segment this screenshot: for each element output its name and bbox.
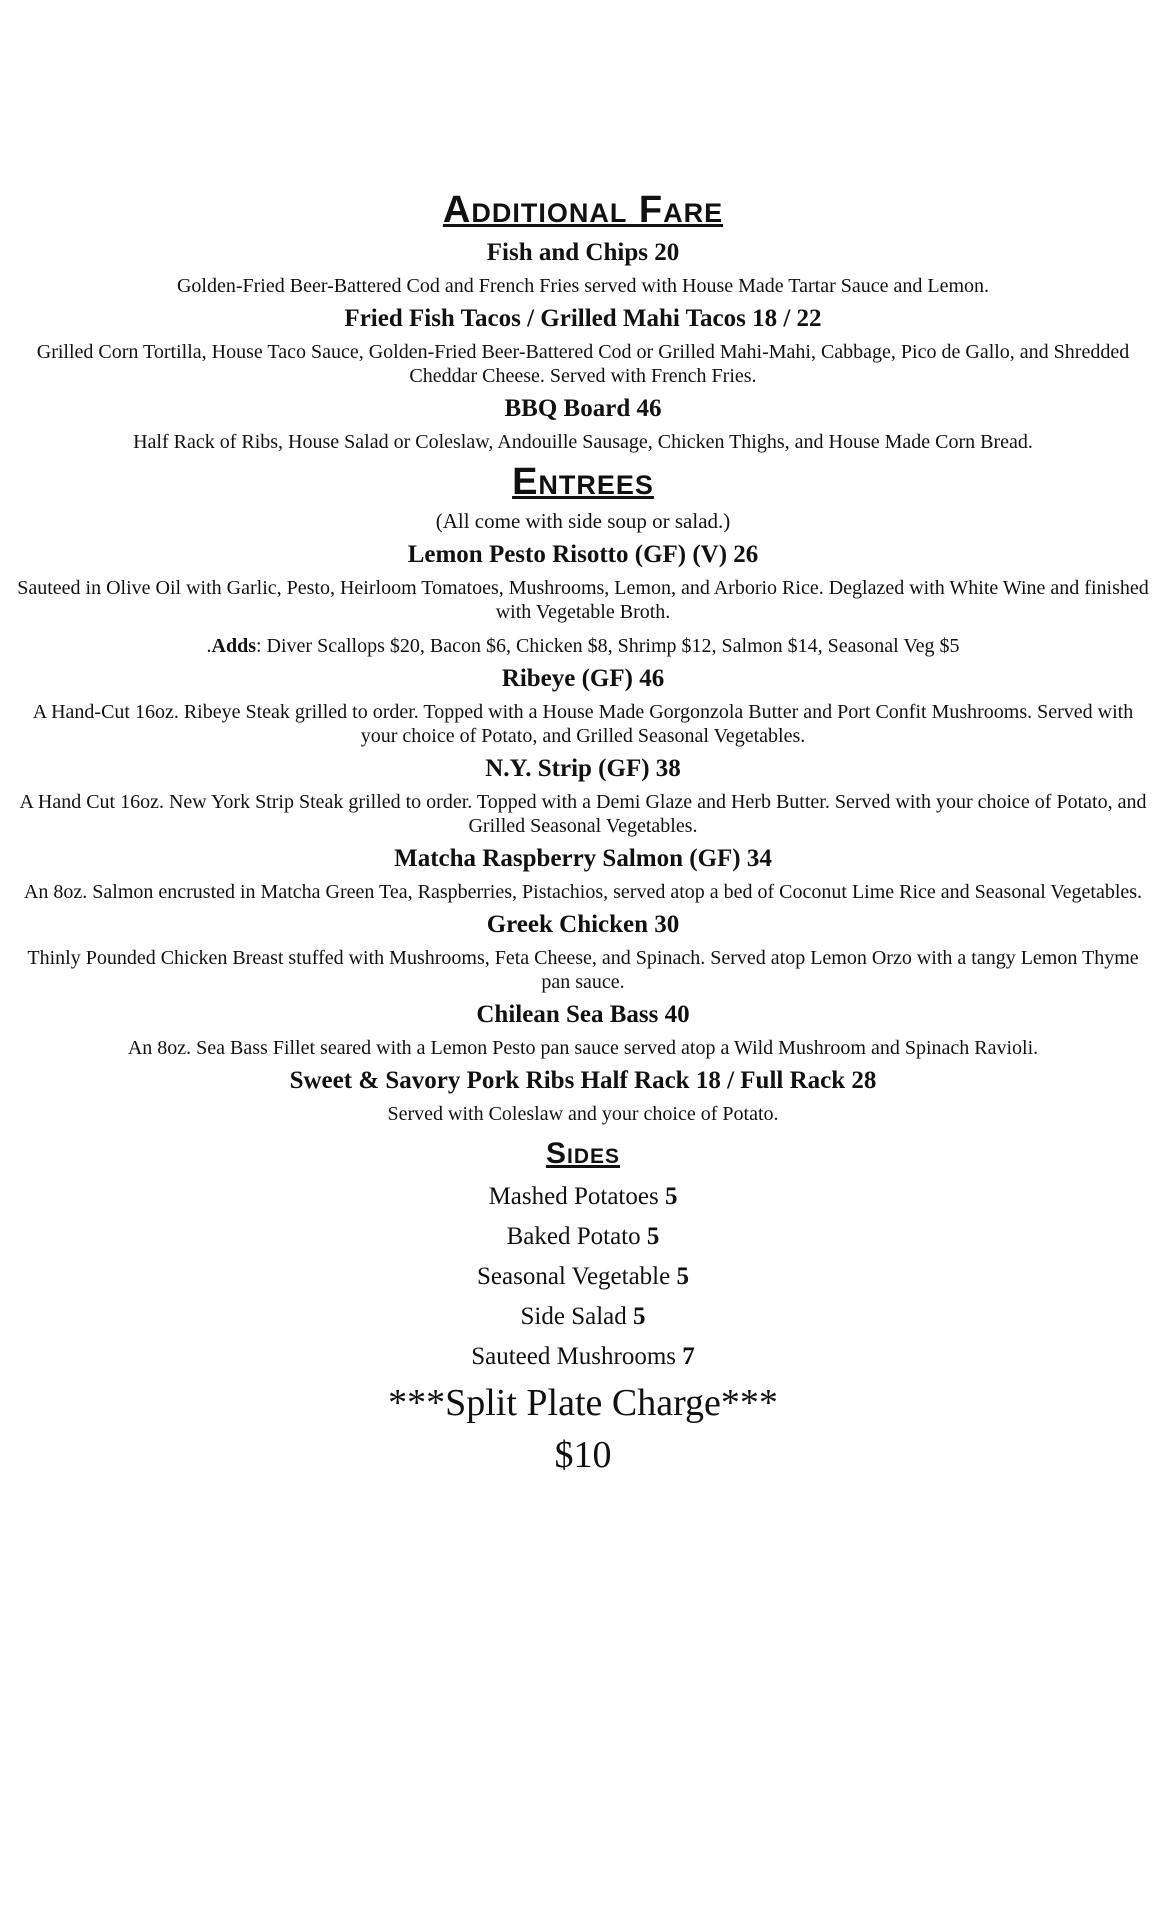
item-description: Served with Coleslaw and your choice of Potato. (387, 1103, 779, 1125)
section-title-additional-fare: Additional Fare (442, 189, 724, 231)
item-name: BBQ Board 46 (504, 395, 662, 422)
item-description: Thinly Pounded Chicken Breast stuffed with Mushrooms, Feta Cheese, and Spinach. Served atop Lemon Orzo with a tangy Lemon Thyme pan sauce. (27, 947, 1139, 993)
side-price: 5 (676, 1263, 689, 1290)
side-name: Sauteed Mushrooms (471, 1343, 683, 1370)
menu-item (0, 1000, 1166, 1060)
adds-prefix: . (206, 635, 212, 657)
item-name: Lemon Pesto Risotto (GF) (V) 26 (407, 541, 759, 568)
menu-item (0, 910, 1166, 994)
side-price: 5 (664, 1183, 678, 1210)
item-description: Half Rack of Ribs, House Salad or Coleslaw, Andouille Sausage, Chicken Thighs, and House Made Corn Bread. (133, 431, 1033, 453)
side-price: 5 (646, 1223, 660, 1250)
split-plate-price: $10 (554, 1434, 612, 1476)
menu-item (0, 394, 1166, 454)
side-name: Seasonal Vegetable (477, 1263, 677, 1290)
item-description: A Hand Cut 16oz. New York Strip Steak grilled to order. Topped with a Demi Glaze and Herb Butter. Served with your choice of Potato, and Grilled Seasonal Vegetables. (19, 791, 1147, 837)
adds-label: Adds (211, 635, 256, 657)
side-item (0, 1182, 1166, 1212)
menu-item (0, 540, 1166, 624)
menu-item (0, 238, 1166, 298)
side-name: Mashed Potatoes (488, 1183, 665, 1210)
side-item (0, 1342, 1166, 1372)
menu-item (0, 304, 1166, 388)
side-price: 5 (633, 1303, 646, 1330)
side-item (0, 1222, 1166, 1252)
menu-page (0, 188, 1166, 1478)
menu-item (0, 844, 1166, 904)
item-name: Matcha Raspberry Salmon (GF) 34 (394, 845, 772, 872)
item-name: Greek Chicken 30 (486, 911, 680, 938)
adds-line (0, 634, 1166, 658)
adds-text: : Diver Scallops $20, Bacon $6, Chicken $8, Shrimp $12, Salmon $14, Seasonal Veg $5 (256, 635, 960, 657)
item-description: Grilled Corn Tortilla, House Taco Sauce, Golden-Fried Beer-Battered Cod or Grilled Mahi-Mahi, Cabbage, Pico de Gallo, and Shredded Cheddar Cheese. Served with French Fries. (36, 341, 1130, 387)
item-description: A Hand-Cut 16oz. Ribeye Steak grilled to order. Topped with a House Made Gorgonzola Butter and Port Confit Mushrooms. Served with your choice of Potato, and Grilled Seasonal Vegetables. (32, 701, 1134, 747)
side-item (0, 1302, 1166, 1332)
item-name: Fried Fish Tacos / Grilled Mahi Tacos 18 / 22 (344, 305, 822, 332)
menu-item (0, 754, 1166, 838)
section-title-entrees: Entrees (512, 461, 654, 503)
side-item (0, 1262, 1166, 1292)
entrees-note: (All come with side soup or salad.) (435, 509, 731, 533)
split-plate-label: ***Split Plate Charge*** (388, 1382, 778, 1424)
section-title-sides: Sides (545, 1137, 621, 1170)
menu-item (0, 1066, 1166, 1126)
item-name: Fish and Chips 20 (486, 239, 680, 266)
item-description: Sauteed in Olive Oil with Garlic, Pesto, Heirloom Tomatoes, Mushrooms, Lemon, and Arborio Rice. Deglazed with White Wine and finished with Vegetable Broth. (17, 577, 1149, 623)
item-name: Sweet & Savory Pork Ribs Half Rack 18 / Full Rack 28 (289, 1067, 877, 1094)
item-name: N.Y. Strip (GF) 38 (485, 755, 681, 782)
item-name: Chilean Sea Bass 40 (476, 1001, 690, 1028)
item-description: An 8oz. Sea Bass Fillet seared with a Lemon Pesto pan sauce served atop a Wild Mushroom and Spinach Ravioli. (127, 1037, 1039, 1059)
menu-item (0, 664, 1166, 748)
side-name: Baked Potato (506, 1223, 647, 1250)
side-name: Side Salad (520, 1303, 633, 1330)
item-description: An 8oz. Salmon encrusted in Matcha Green Tea, Raspberries, Pistachios, served atop a bed of Coconut Lime Rice and Seasonal Vegetables. (23, 881, 1143, 903)
item-name: Ribeye (GF) 46 (501, 665, 665, 692)
side-price: 7 (682, 1343, 695, 1370)
item-description: Golden-Fried Beer-Battered Cod and French Fries served with House Made Tartar Sauce and Lemon. (176, 275, 990, 297)
